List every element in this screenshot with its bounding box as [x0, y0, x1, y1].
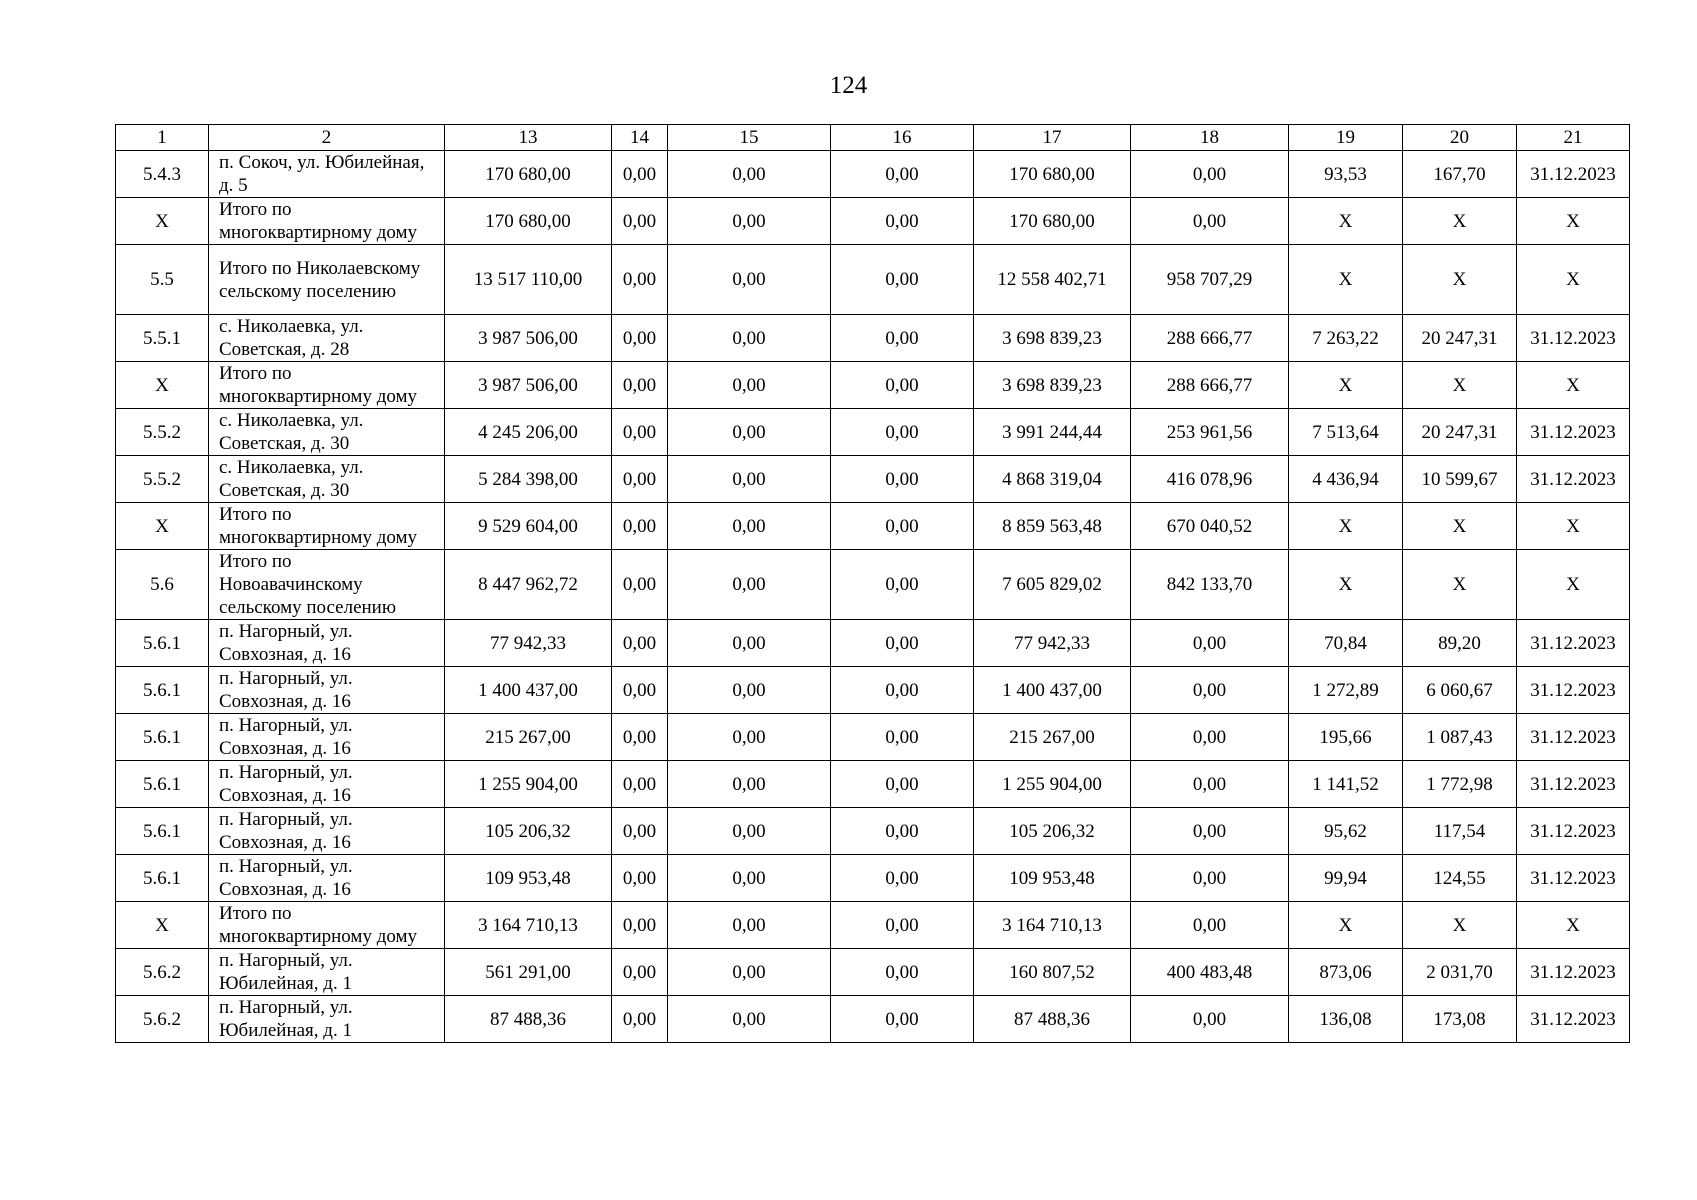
cell-col-21: Х — [1517, 550, 1630, 620]
cell-address: Итого по многоквартирному дому — [209, 198, 445, 245]
cell-col-20: 1 087,43 — [1403, 714, 1517, 761]
cell-col-19: 1 141,52 — [1289, 761, 1403, 808]
cell-col-17: 3 698 839,23 — [974, 315, 1131, 362]
column-header: 18 — [1131, 125, 1289, 151]
cell-col-14: 0,00 — [612, 667, 668, 714]
cell-col-18: 0,00 — [1131, 996, 1289, 1043]
column-header: 15 — [668, 125, 831, 151]
cell-address: с. Николаевка, ул. Советская, д. 30 — [209, 409, 445, 456]
cell-row-number: 5.6.1 — [116, 855, 209, 902]
cell-col-19: 136,08 — [1289, 996, 1403, 1043]
cell-address: Итого по многоквартирному дому — [209, 362, 445, 409]
cell-col-14: 0,00 — [612, 714, 668, 761]
cell-col-13: 170 680,00 — [445, 151, 612, 198]
cell-row-number: 5.6.1 — [116, 714, 209, 761]
table-row — [116, 409, 1630, 456]
column-header: 16 — [831, 125, 974, 151]
cell-col-21: 31.12.2023 — [1517, 151, 1630, 198]
cell-col-20: 20 247,31 — [1403, 409, 1517, 456]
cell-col-17: 8 859 563,48 — [974, 503, 1131, 550]
cell-col-18: 0,00 — [1131, 761, 1289, 808]
cell-col-14: 0,00 — [612, 409, 668, 456]
cell-col-13: 109 953,48 — [445, 855, 612, 902]
cell-col-16: 0,00 — [831, 409, 974, 456]
cell-col-19: 1 272,89 — [1289, 667, 1403, 714]
cell-col-15: 0,00 — [668, 409, 831, 456]
cell-col-16: 0,00 — [831, 949, 974, 996]
cell-address: п. Нагорный, ул. Совхозная, д. 16 — [209, 761, 445, 808]
column-header: 17 — [974, 125, 1131, 151]
cell-col-20: 2 031,70 — [1403, 949, 1517, 996]
table-row — [116, 198, 1630, 245]
column-header: 19 — [1289, 125, 1403, 151]
cell-row-number: 5.6.1 — [116, 808, 209, 855]
cell-address: Итого по многоквартирному дому — [209, 902, 445, 949]
cell-col-20: Х — [1403, 245, 1517, 315]
cell-col-17: 87 488,36 — [974, 996, 1131, 1043]
cell-col-18: 0,00 — [1131, 151, 1289, 198]
cell-col-14: 0,00 — [612, 151, 668, 198]
cell-col-17: 215 267,00 — [974, 714, 1131, 761]
cell-address: п. Нагорный, ул. Совхозная, д. 16 — [209, 620, 445, 667]
cell-col-17: 3 164 710,13 — [974, 902, 1131, 949]
cell-address: п. Нагорный, ул. Совхозная, д. 16 — [209, 714, 445, 761]
cell-row-number: Х — [116, 198, 209, 245]
cell-row-number: 5.6.1 — [116, 761, 209, 808]
cell-col-20: 89,20 — [1403, 620, 1517, 667]
table-row — [116, 667, 1630, 714]
cell-col-21: 31.12.2023 — [1517, 667, 1630, 714]
cell-col-20: Х — [1403, 503, 1517, 550]
cell-address: п. Нагорный, ул. Совхозная, д. 16 — [209, 855, 445, 902]
cell-col-21: Х — [1517, 198, 1630, 245]
cell-col-21: 31.12.2023 — [1517, 315, 1630, 362]
column-header: 20 — [1403, 125, 1517, 151]
cell-col-18: 253 961,56 — [1131, 409, 1289, 456]
cell-col-14: 0,00 — [612, 996, 668, 1043]
table-row — [116, 550, 1630, 620]
cell-col-16: 0,00 — [831, 456, 974, 503]
cell-col-19: 70,84 — [1289, 620, 1403, 667]
cell-col-20: Х — [1403, 198, 1517, 245]
cell-col-16: 0,00 — [831, 620, 974, 667]
cell-col-13: 1 255 904,00 — [445, 761, 612, 808]
table-row — [116, 620, 1630, 667]
table-row — [116, 503, 1630, 550]
cell-col-13: 77 942,33 — [445, 620, 612, 667]
cell-col-16: 0,00 — [831, 315, 974, 362]
table-row — [116, 949, 1630, 996]
cell-col-14: 0,00 — [612, 620, 668, 667]
cell-col-17: 160 807,52 — [974, 949, 1131, 996]
cell-address: Итого по Николаевскому сельскому поселению — [209, 245, 445, 315]
column-header: 2 — [209, 125, 445, 151]
cell-col-15: 0,00 — [668, 315, 831, 362]
cell-col-16: 0,00 — [831, 503, 974, 550]
cell-col-14: 0,00 — [612, 362, 668, 409]
table-row — [116, 362, 1630, 409]
cell-col-18: 0,00 — [1131, 855, 1289, 902]
cell-col-21: 31.12.2023 — [1517, 761, 1630, 808]
cell-col-21: 31.12.2023 — [1517, 855, 1630, 902]
cell-col-15: 0,00 — [668, 550, 831, 620]
cell-col-16: 0,00 — [831, 902, 974, 949]
table-body — [116, 151, 1630, 1043]
cell-col-18: 670 040,52 — [1131, 503, 1289, 550]
cell-col-13: 3 987 506,00 — [445, 315, 612, 362]
cell-col-14: 0,00 — [612, 550, 668, 620]
cell-col-20: 173,08 — [1403, 996, 1517, 1043]
cell-col-14: 0,00 — [612, 245, 668, 315]
cell-col-14: 0,00 — [612, 503, 668, 550]
cell-col-18: 0,00 — [1131, 714, 1289, 761]
cell-col-15: 0,00 — [668, 503, 831, 550]
cell-col-21: Х — [1517, 362, 1630, 409]
cell-col-13: 4 245 206,00 — [445, 409, 612, 456]
cell-address: п. Нагорный, ул. Юбилейная, д. 1 — [209, 949, 445, 996]
cell-col-19: 95,62 — [1289, 808, 1403, 855]
cell-col-14: 0,00 — [612, 808, 668, 855]
cell-col-21: 31.12.2023 — [1517, 996, 1630, 1043]
cell-col-21: Х — [1517, 902, 1630, 949]
cell-col-17: 3 991 244,44 — [974, 409, 1131, 456]
cell-col-19: 195,66 — [1289, 714, 1403, 761]
cell-row-number: Х — [116, 362, 209, 409]
cell-col-19: Х — [1289, 362, 1403, 409]
cell-col-13: 13 517 110,00 — [445, 245, 612, 315]
cell-col-16: 0,00 — [831, 714, 974, 761]
cell-col-14: 0,00 — [612, 198, 668, 245]
cell-col-21: 31.12.2023 — [1517, 808, 1630, 855]
cell-col-14: 0,00 — [612, 855, 668, 902]
cell-col-19: 873,06 — [1289, 949, 1403, 996]
cell-col-18: 958 707,29 — [1131, 245, 1289, 315]
cell-col-20: Х — [1403, 362, 1517, 409]
cell-col-17: 170 680,00 — [974, 151, 1131, 198]
cell-col-21: 31.12.2023 — [1517, 949, 1630, 996]
cell-col-20: Х — [1403, 902, 1517, 949]
cell-col-16: 0,00 — [831, 198, 974, 245]
cell-col-13: 8 447 962,72 — [445, 550, 612, 620]
cell-address: п. Сокоч, ул. Юбилейная, д. 5 — [209, 151, 445, 198]
cell-col-19: 7 263,22 — [1289, 315, 1403, 362]
cell-col-19: Х — [1289, 902, 1403, 949]
cell-col-18: 0,00 — [1131, 808, 1289, 855]
cell-address: Итого по Новоавачинскому сельскому поселению — [209, 550, 445, 620]
cell-col-13: 105 206,32 — [445, 808, 612, 855]
cell-address: п. Нагорный, ул. Юбилейная, д. 1 — [209, 996, 445, 1043]
cell-col-16: 0,00 — [831, 855, 974, 902]
column-header: 1 — [116, 125, 209, 151]
cell-col-15: 0,00 — [668, 667, 831, 714]
cell-col-20: 20 247,31 — [1403, 315, 1517, 362]
cell-col-18: 400 483,48 — [1131, 949, 1289, 996]
cell-col-18: 0,00 — [1131, 620, 1289, 667]
cell-address: Итого по многоквартирному дому — [209, 503, 445, 550]
cell-col-14: 0,00 — [612, 902, 668, 949]
cell-col-20: 1 772,98 — [1403, 761, 1517, 808]
cell-col-17: 12 558 402,71 — [974, 245, 1131, 315]
header-row — [116, 125, 1630, 151]
cell-col-15: 0,00 — [668, 902, 831, 949]
cell-row-number: 5.6 — [116, 550, 209, 620]
cell-col-21: 31.12.2023 — [1517, 714, 1630, 761]
cell-col-19: 93,53 — [1289, 151, 1403, 198]
cell-col-15: 0,00 — [668, 808, 831, 855]
table-row — [116, 902, 1630, 949]
cell-col-17: 3 698 839,23 — [974, 362, 1131, 409]
cell-col-13: 9 529 604,00 — [445, 503, 612, 550]
cell-col-13: 3 987 506,00 — [445, 362, 612, 409]
cell-row-number: 5.5.2 — [116, 456, 209, 503]
cell-col-14: 0,00 — [612, 949, 668, 996]
cell-col-19: 99,94 — [1289, 855, 1403, 902]
cell-col-13: 87 488,36 — [445, 996, 612, 1043]
cell-col-13: 3 164 710,13 — [445, 902, 612, 949]
cell-col-20: Х — [1403, 550, 1517, 620]
cell-col-13: 5 284 398,00 — [445, 456, 612, 503]
cell-col-17: 77 942,33 — [974, 620, 1131, 667]
cell-col-14: 0,00 — [612, 315, 668, 362]
cell-col-20: 117,54 — [1403, 808, 1517, 855]
cell-col-17: 1 255 904,00 — [974, 761, 1131, 808]
cell-col-15: 0,00 — [668, 362, 831, 409]
cell-address: п. Нагорный, ул. Совхозная, д. 16 — [209, 808, 445, 855]
cell-col-20: 10 599,67 — [1403, 456, 1517, 503]
cell-col-18: 416 078,96 — [1131, 456, 1289, 503]
cell-col-14: 0,00 — [612, 456, 668, 503]
cell-row-number: 5.6.1 — [116, 620, 209, 667]
cell-col-14: 0,00 — [612, 761, 668, 808]
cell-col-16: 0,00 — [831, 151, 974, 198]
cell-col-17: 109 953,48 — [974, 855, 1131, 902]
cell-col-15: 0,00 — [668, 714, 831, 761]
cell-col-16: 0,00 — [831, 808, 974, 855]
table-row — [116, 456, 1630, 503]
table-row — [116, 808, 1630, 855]
cell-col-15: 0,00 — [668, 151, 831, 198]
cell-col-19: 7 513,64 — [1289, 409, 1403, 456]
cell-col-15: 0,00 — [668, 996, 831, 1043]
cell-row-number: 5.5 — [116, 245, 209, 315]
cell-col-21: 31.12.2023 — [1517, 456, 1630, 503]
table-row — [116, 761, 1630, 808]
table-row — [116, 245, 1630, 315]
cell-col-15: 0,00 — [668, 620, 831, 667]
table-row — [116, 714, 1630, 761]
table-row — [116, 315, 1630, 362]
cell-col-13: 561 291,00 — [445, 949, 612, 996]
cell-col-17: 4 868 319,04 — [974, 456, 1131, 503]
cell-address: п. Нагорный, ул. Совхозная, д. 16 — [209, 667, 445, 714]
cell-col-21: 31.12.2023 — [1517, 409, 1630, 456]
cell-col-15: 0,00 — [668, 456, 831, 503]
cell-row-number: 5.6.2 — [116, 949, 209, 996]
cell-col-16: 0,00 — [831, 550, 974, 620]
cell-col-19: Х — [1289, 198, 1403, 245]
column-header: 14 — [612, 125, 668, 151]
cell-col-18: 842 133,70 — [1131, 550, 1289, 620]
cell-col-15: 0,00 — [668, 198, 831, 245]
cell-col-17: 105 206,32 — [974, 808, 1131, 855]
cell-col-19: Х — [1289, 503, 1403, 550]
cell-col-15: 0,00 — [668, 949, 831, 996]
table-row — [116, 151, 1630, 198]
cell-col-16: 0,00 — [831, 245, 974, 315]
cell-row-number: 5.6.2 — [116, 996, 209, 1043]
cell-col-18: 288 666,77 — [1131, 362, 1289, 409]
cell-row-number: 5.4.3 — [116, 151, 209, 198]
cell-col-21: Х — [1517, 503, 1630, 550]
cell-col-20: 6 060,67 — [1403, 667, 1517, 714]
data-table — [115, 124, 1630, 1043]
cell-col-13: 215 267,00 — [445, 714, 612, 761]
cell-col-21: 31.12.2023 — [1517, 620, 1630, 667]
cell-col-17: 170 680,00 — [974, 198, 1131, 245]
cell-col-15: 0,00 — [668, 245, 831, 315]
column-header: 21 — [1517, 125, 1630, 151]
cell-col-15: 0,00 — [668, 855, 831, 902]
cell-col-18: 0,00 — [1131, 198, 1289, 245]
cell-col-16: 0,00 — [831, 362, 974, 409]
cell-row-number: 5.5.1 — [116, 315, 209, 362]
cell-row-number: 5.5.2 — [116, 409, 209, 456]
cell-col-19: Х — [1289, 550, 1403, 620]
cell-row-number: Х — [116, 902, 209, 949]
cell-col-18: 288 666,77 — [1131, 315, 1289, 362]
cell-col-18: 0,00 — [1131, 667, 1289, 714]
cell-col-21: Х — [1517, 245, 1630, 315]
cell-col-18: 0,00 — [1131, 902, 1289, 949]
cell-address: с. Николаевка, ул. Советская, д. 30 — [209, 456, 445, 503]
cell-col-15: 0,00 — [668, 761, 831, 808]
cell-col-13: 1 400 437,00 — [445, 667, 612, 714]
cell-col-16: 0,00 — [831, 761, 974, 808]
table-row — [116, 855, 1630, 902]
table-row — [116, 996, 1630, 1043]
cell-col-19: Х — [1289, 245, 1403, 315]
cell-col-16: 0,00 — [831, 996, 974, 1043]
cell-col-17: 7 605 829,02 — [974, 550, 1131, 620]
cell-col-20: 124,55 — [1403, 855, 1517, 902]
cell-col-19: 4 436,94 — [1289, 456, 1403, 503]
cell-col-17: 1 400 437,00 — [974, 667, 1131, 714]
cell-col-13: 170 680,00 — [445, 198, 612, 245]
cell-address: с. Николаевка, ул. Советская, д. 28 — [209, 315, 445, 362]
cell-row-number: Х — [116, 503, 209, 550]
column-header: 13 — [445, 125, 612, 151]
cell-row-number: 5.6.1 — [116, 667, 209, 714]
page-number: 124 — [829, 72, 868, 99]
cell-col-20: 167,70 — [1403, 151, 1517, 198]
cell-col-16: 0,00 — [831, 667, 974, 714]
